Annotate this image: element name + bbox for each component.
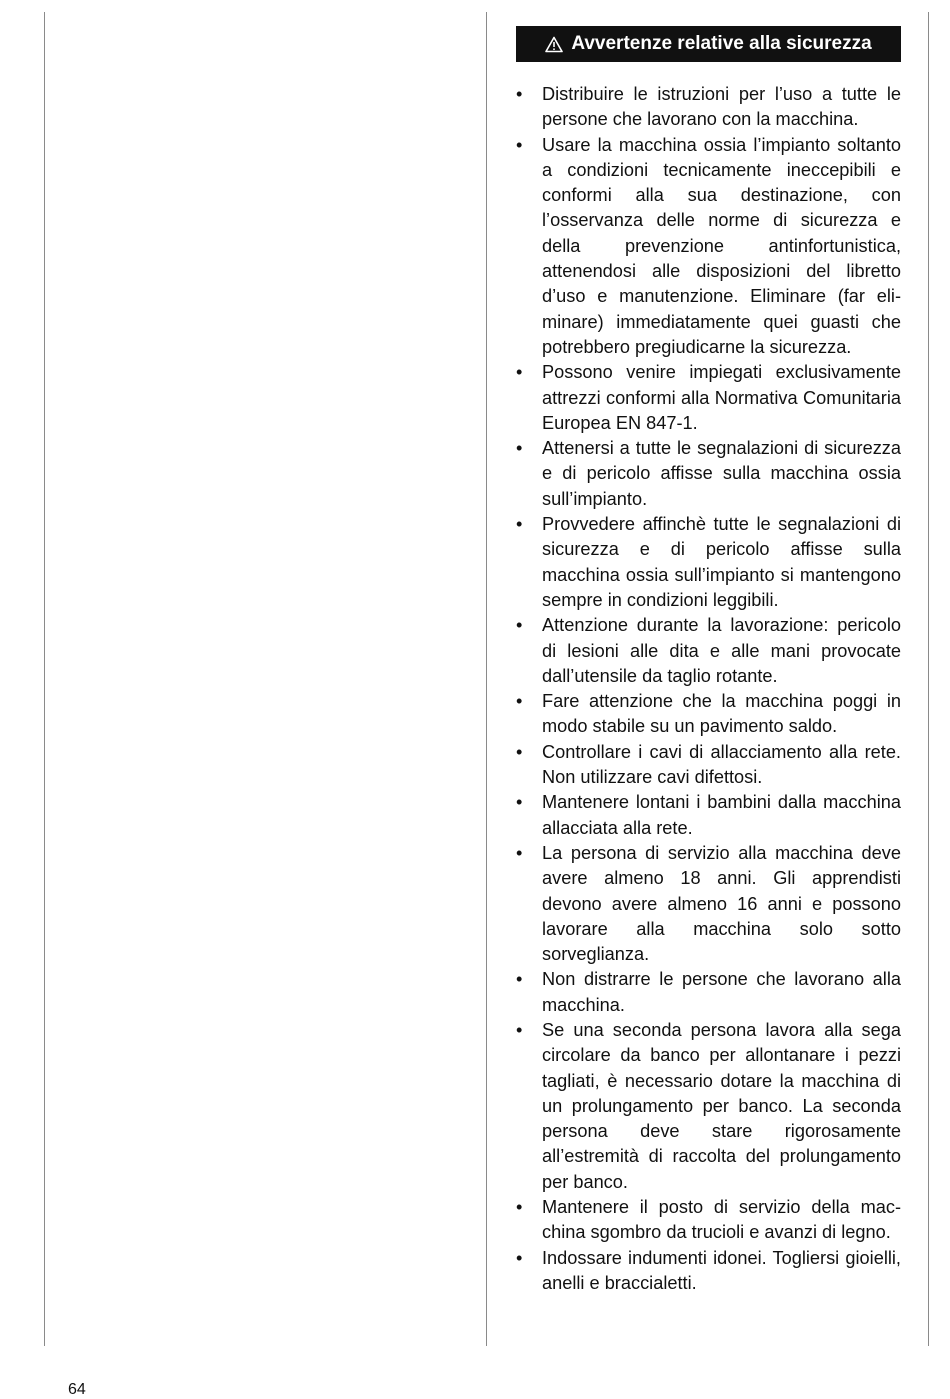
column-divider-rule [486, 12, 487, 1346]
bullet-mark: • [516, 1019, 523, 1040]
list-item [516, 82, 901, 133]
bullet-mark: • [516, 842, 523, 863]
list-item-text: Mantenere lontani i bambini dalla macchina allacciata alla rete. [542, 792, 901, 838]
list-item-text: Usare la macchina ossia l’impianto soltanto a condizioni tecnicamente ineccepibili e conformi alla sua destinazione, con l’osservanza delle norme di sicurezza e della prevenzione antinfortunistica, attenendosi alle disposizioni del libretto d’uso e manutenzione. Eliminare (far eliminare) immediatamente quei guasti che potrebbero pregiudicarne la sicurezza. [542, 134, 901, 357]
list-item-text: Distribuire le istruzioni per l’uso a tutte le persone che lavorano con la macchina. [542, 84, 901, 130]
list-item-text: Provvedere affinchè tutte le segnalazioni di sicurezza e di pericolo affisse sulla macchina ossia sull’impianto si mantengono sempre in condizioni leggibili. [542, 514, 901, 610]
bullet-mark: • [516, 134, 523, 155]
list-item [516, 436, 901, 512]
list-item [516, 790, 901, 841]
list-item-text: Mantenere il posto di servizio della macchina sgombro da trucioli e avanzi di legno. [542, 1197, 901, 1243]
left-margin-rule [44, 12, 45, 1346]
list-item [516, 512, 901, 613]
bullet-mark: • [516, 969, 523, 990]
safety-instructions-list [516, 82, 901, 1296]
list-item [516, 613, 901, 689]
list-item [516, 1018, 901, 1195]
heading-title: Avvertenze relative alla sicurezza [571, 33, 872, 54]
list-item [516, 1246, 901, 1297]
list-item-text: Fare attenzione che la macchina poggi in modo stabile su un pavimento saldo. [542, 691, 901, 737]
bullet-mark: • [516, 362, 523, 383]
list-item [516, 841, 901, 967]
bullet-mark: • [516, 615, 523, 636]
list-item-text: Attenersi a tutte le segnalazioni di sicurezza e di pericolo affisse sulla macchina ossia sull’impianto. [542, 438, 901, 509]
list-item [516, 689, 901, 740]
list-item [516, 740, 901, 791]
list-item-text: Non distrarre le persone che lavorano alla macchina. [542, 969, 901, 1015]
page-number: 64 [68, 1381, 86, 1398]
list-item-text: Se una seconda persona lavora alla sega circolare da banco per allontanare i pezzi tagliati, è necessario dotare la macchina di un prolungamento per banco. La seconda persona deve stare rigorosamente all’estremità di raccolta del prolungamento per banco. [542, 1019, 901, 1192]
bullet-mark: • [516, 514, 523, 535]
list-item-text: Controllare i cavi di allacciamento alla rete. Non utilizzare cavi difettosi. [542, 741, 901, 788]
list-item-text: La persona di servizio alla macchina deve avere almeno 18 anni. Gli apprendisti devono avere almeno 16 anni e possono lavorare alla macchina solo sotto sorveglianza. [542, 842, 901, 965]
list-item [516, 1195, 901, 1246]
bullet-mark: • [516, 741, 523, 762]
bullet-mark: • [516, 691, 523, 712]
bullet-mark: • [516, 792, 523, 813]
safety-warnings-heading [516, 26, 901, 62]
list-item [516, 967, 901, 1018]
right-margin-rule [928, 12, 929, 1346]
list-item [516, 360, 901, 436]
bullet-mark: • [516, 1247, 523, 1268]
list-item-text: Indossare indumenti idonei. Togliersi gioielli, anelli e braccialetti. [542, 1247, 901, 1293]
bullet-mark: • [516, 438, 523, 459]
list-item-text: Attenzione durante la lavorazione: pericolo di lesioni alle dita e alle mani provocate dall’utensile da taglio rotante. [542, 615, 901, 686]
warning-triangle-icon [545, 36, 563, 53]
bullet-mark: • [516, 84, 523, 104]
list-item [516, 133, 901, 361]
bullet-mark: • [516, 1197, 523, 1218]
list-item-text: Possono venire impiegati exclusivamente attrezzi conformi alla Normativa Comunitaria Europea EN 847-1. [542, 362, 901, 433]
